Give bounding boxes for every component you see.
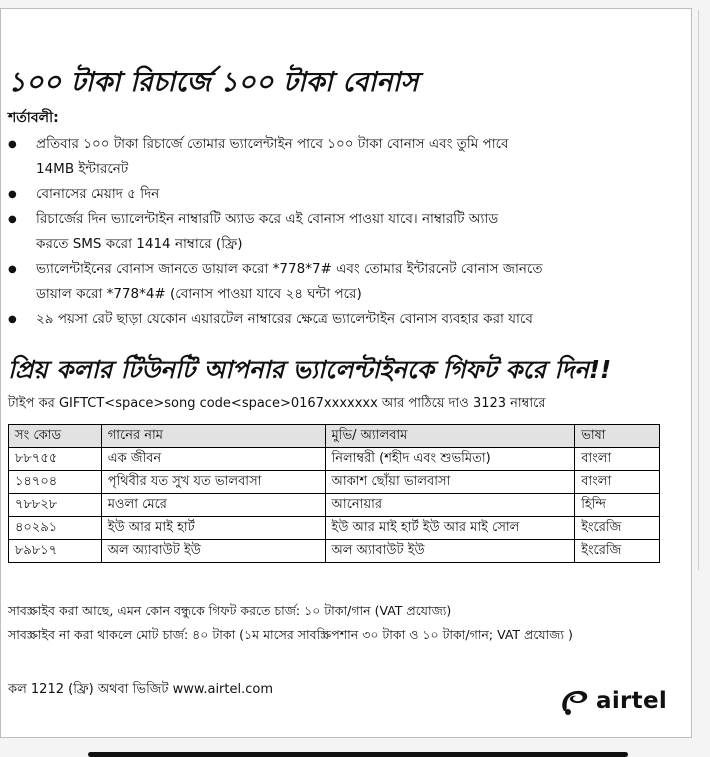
terms-list [8, 132, 648, 332]
cell-song-code: ৪০২৯১ [9, 517, 102, 540]
terms-item: ● প্রতিবার ১০০ টাকা রিচার্জে তোমার ভ্যালেন্টাইন পাবে ১০০ টাকা বোনাস এবং তুমি পাবে 14MB ইন্টারনেট [8, 132, 648, 182]
sub-headline: প্রিয় কলার টিউনটি আপনার ভ্যালেন্টাইনকে গিফট করে দিন!! [8, 355, 612, 384]
cell-song-name: মওলা মেরে [101, 494, 325, 517]
contact-footer: কল 1212 (ফ্রি) অথবা ভিজিট www.airtel.com [8, 682, 274, 697]
sms-instruction: টাইপ কর GIFTCT<space>song code<space>0167xxxxxxx আর পাঠিয়ে দাও 3123 নাম্বারে [8, 396, 546, 411]
song-table [8, 424, 660, 563]
charge-unsubscribed: সাবস্ক্রাইব না করা থাকলে মোট চার্জ: ৪০ টাকা (১ম মাসের সাবস্ক্রিপশান ৩০ টাকা ও ১০ টাকা/গান; VAT প্রযোজ্য ) [8, 627, 573, 642]
table-row [9, 494, 660, 517]
terms-item: ● বোনাসের মেয়াদ ৫ দিন [8, 182, 648, 207]
bottom-divider [88, 752, 628, 757]
terms-item: ● ২৯ পয়সা রেট ছাড়া যেকোন এয়ারটেল নাম্বারের ক্ষেত্রে ভ্যালেন্টাইন বোনাস ব্যবহার করা যাবে [8, 307, 648, 332]
cell-movie-album: আনোয়ার [325, 494, 575, 517]
cell-language: বাংলা [575, 471, 660, 494]
table-row [9, 448, 660, 471]
charge-subscribed: সাবস্ক্রাইব করা আছে, এমন কোন বন্ধুকে গিফট করতে চার্জ: ১০ টাকা/গান (VAT প্রযোজ্য) [8, 603, 452, 618]
headline: ১০০ টাকা রিচার্জে ১০০ টাকা বোনাস [8, 67, 419, 98]
cell-song-code: ৭৮৮২৮ [9, 494, 102, 517]
terms-item: ● রিচার্জের দিন ভ্যালেন্টাইন নাম্বারটি অ্যাড করে এই বোনাস পাওয়া যাবে। নাম্বারটি অ্যাড করতে SMS করো 1414 নাম্বারে (ফ্রি) [8, 207, 648, 257]
cell-song-code: ৮৮৭৫৫ [9, 448, 102, 471]
cell-language: ইংরেজি [575, 517, 660, 540]
cell-song-name: পৃথিবীর যত সুখ যত ভালবাসা [101, 471, 325, 494]
cell-language: হিন্দি [575, 494, 660, 517]
cell-song-name: এক জীবন [101, 448, 325, 471]
header-movie-album: মুভি/ অ্যালবাম [325, 425, 575, 448]
cell-song-name: ইউ আর মাই হার্ট [101, 517, 325, 540]
terms-title: শর্তাবলী: [8, 110, 59, 126]
cell-song-code: ৮৯৮১৭ [9, 540, 102, 563]
cell-movie-album: নিলাম্বরী (শহীদ এবং শুভমিতা) [325, 448, 575, 471]
airtel-wordmark: airtel [596, 688, 668, 714]
cell-language: ইংরেজি [575, 540, 660, 563]
table-header-row [9, 425, 660, 448]
cell-movie-album: আকাশ ছোঁয়া ভালবাসা [325, 471, 575, 494]
table-row [9, 471, 660, 494]
cell-language: বাংলা [575, 448, 660, 471]
airtel-swirl-icon [558, 686, 592, 716]
header-song-code: সং কোড [9, 425, 102, 448]
cell-movie-album: অল অ্যাবাউট ইউ [325, 540, 575, 563]
table-row [9, 517, 660, 540]
terms-item: ● ভ্যালেন্টাইনের বোনাস জানতে ডায়াল করো *778*7# এবং তোমার ইন্টারনেট বোনাস জানতে ডায়াল করো *778*4# (বোনাস পাওয়া যাবে ২৪ ঘন্টা পরে) [8, 257, 648, 307]
page-edge-divider [698, 10, 699, 570]
table-row [9, 540, 660, 563]
header-language: ভাষা [575, 425, 660, 448]
cell-movie-album: ইউ আর মাই হার্ট ইউ আর মাই সোল [325, 517, 575, 540]
cell-song-name: অল অ্যাবাউট ইউ [101, 540, 325, 563]
airtel-logo [558, 686, 667, 716]
cell-song-code: ১৪৭০৪ [9, 471, 102, 494]
header-song-name: গানের নাম [101, 425, 325, 448]
